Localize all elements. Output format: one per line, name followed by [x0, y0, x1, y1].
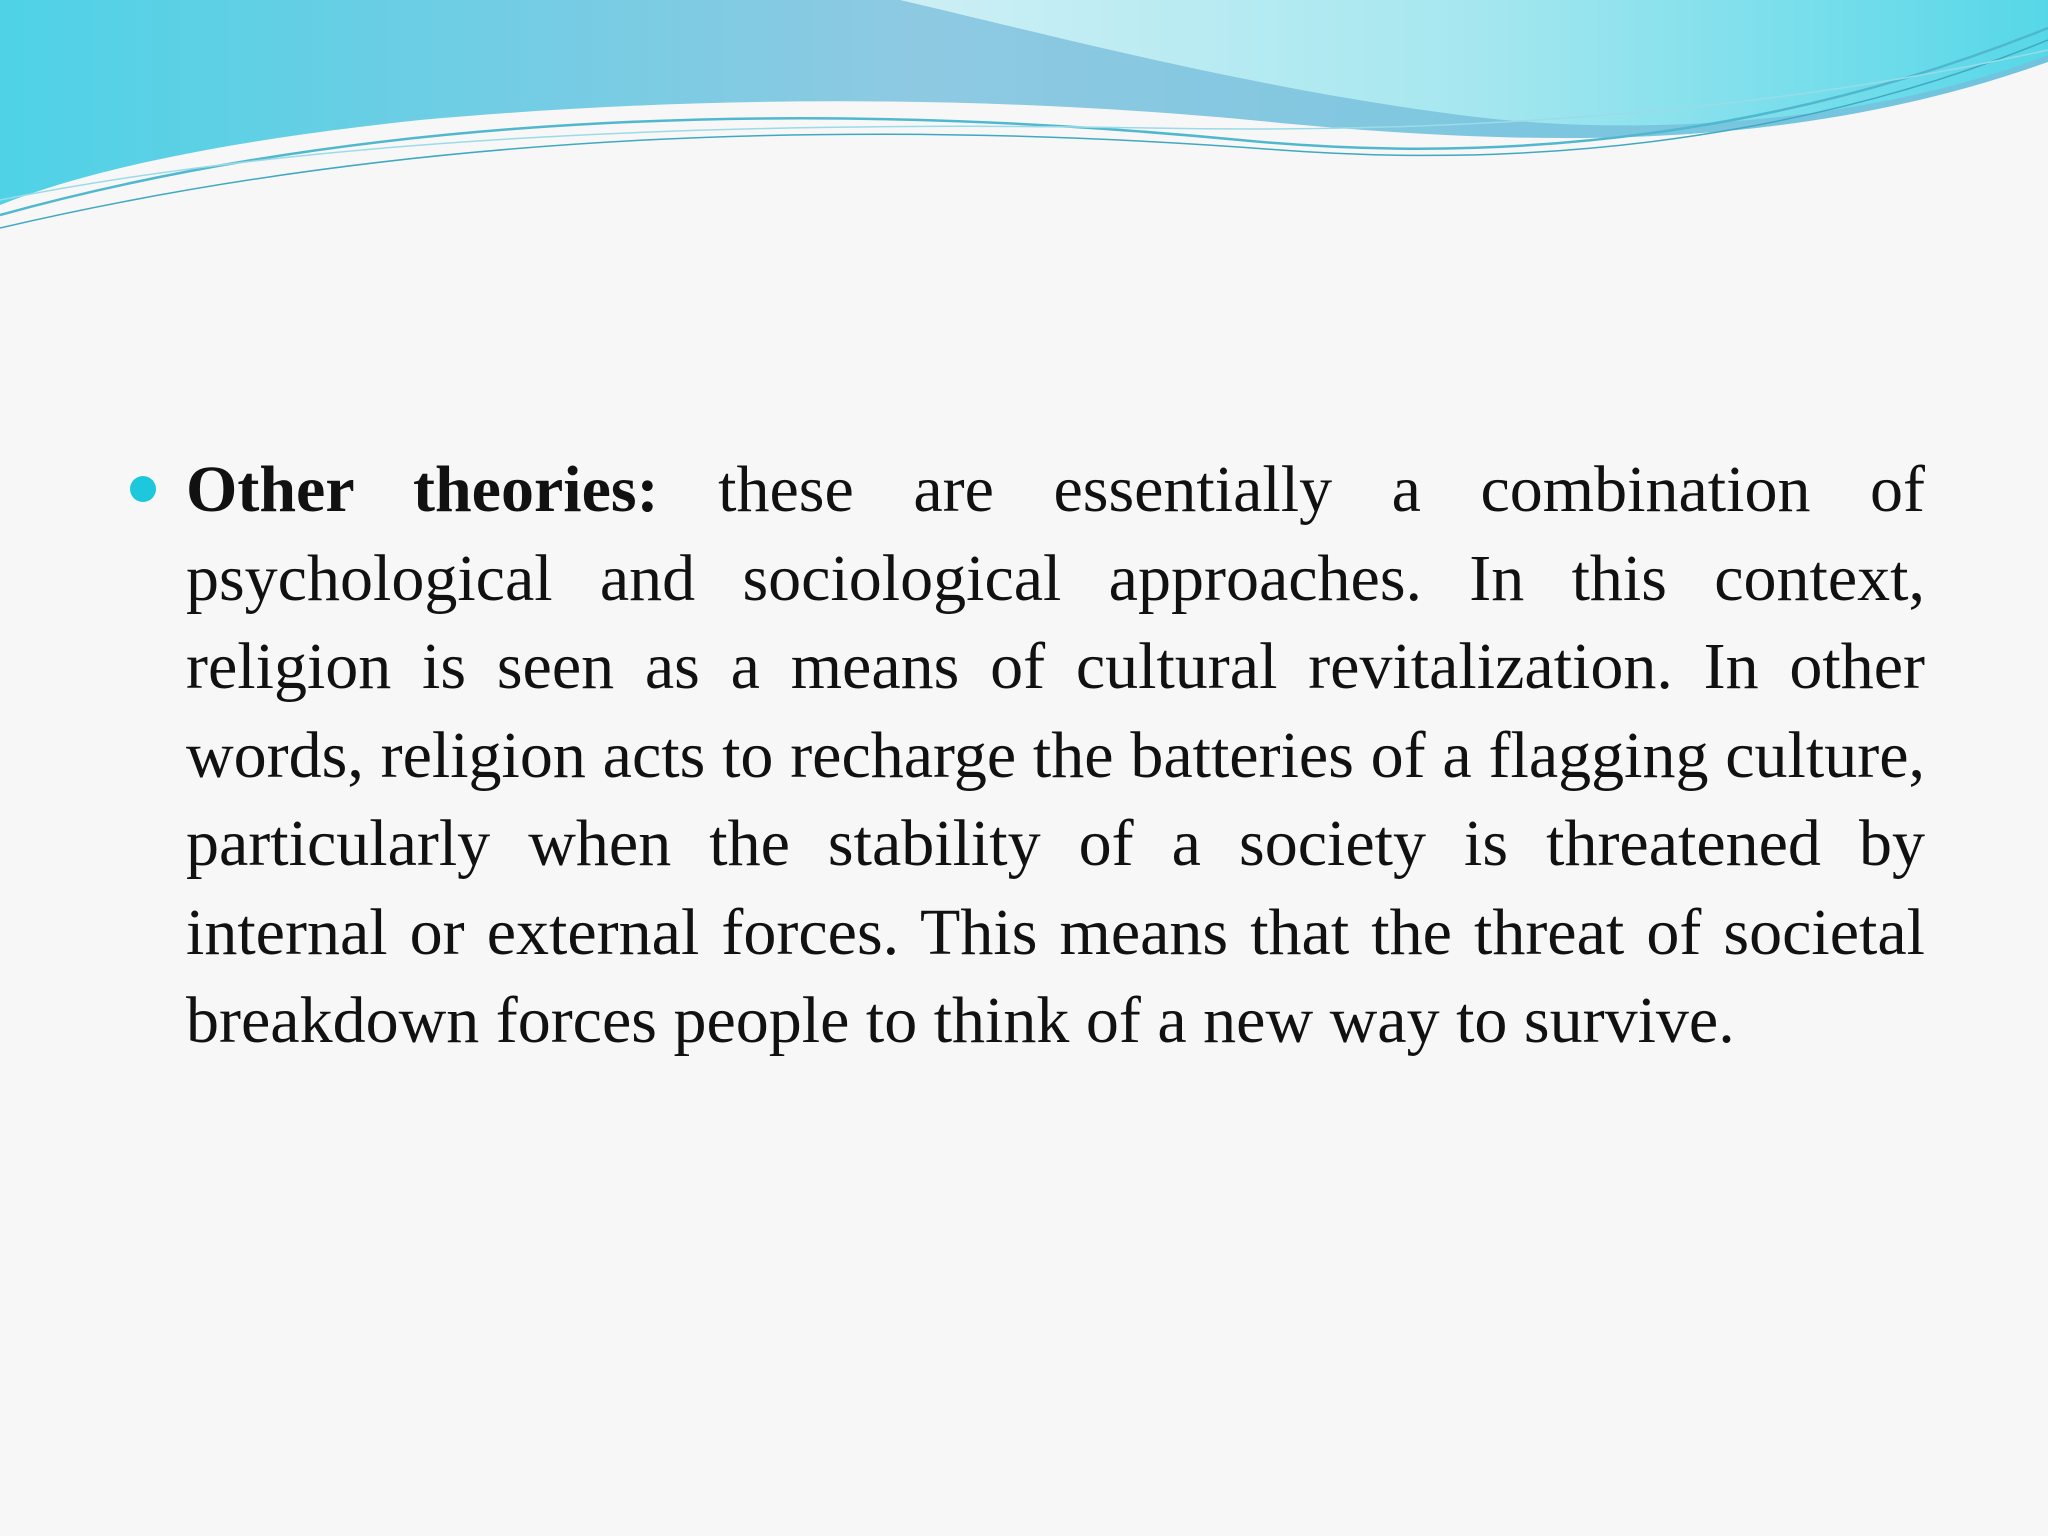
bullet-dot-icon — [130, 476, 156, 502]
header-wave-decoration — [0, 0, 2048, 240]
bullet-paragraph — [186, 446, 1925, 1066]
bullet-body-text: these are essentially a combination of psychological and sociological approaches. In this context, religion is seen as a means of cultural revitalization. In other words, religion acts to recharge the batteries of a flagging culture, particularly when the stability of a society is threatened by internal or external forces. This means that the threat of societal breakdown forces people to think of a new way to survive. — [186, 453, 1926, 1057]
bullet-item — [130, 446, 1925, 1066]
slide-body — [130, 446, 1925, 1066]
bullet-term: Other theories: — [186, 453, 659, 526]
